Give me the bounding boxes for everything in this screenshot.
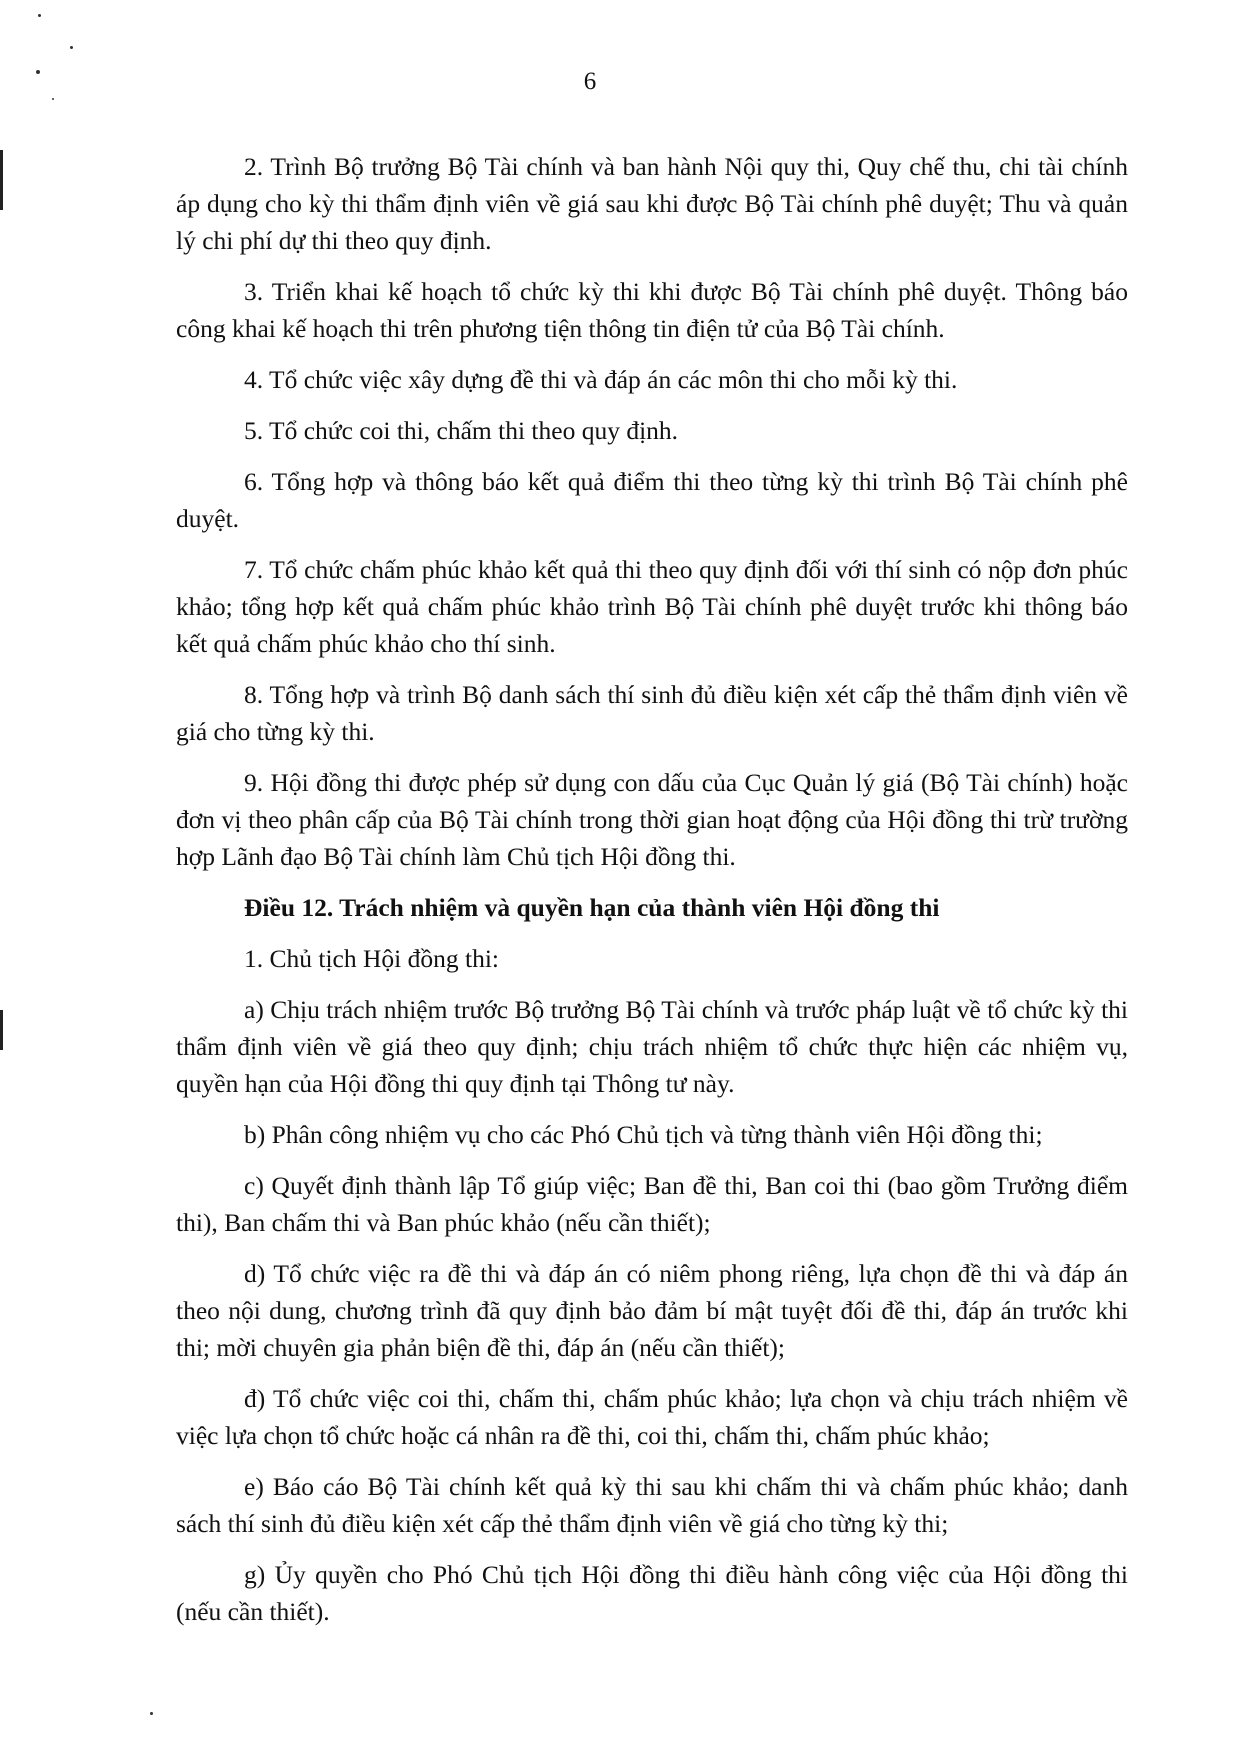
paragraph: 1. Chủ tịch Hội đồng thi:	[244, 944, 499, 973]
paragraph: g) Ủy quyền cho Phó Chủ tịch Hội đồng thi điều hành công việc của Hội đồng thi (nếu cần thiết).	[176, 1560, 1128, 1626]
paragraph: 6. Tổng hợp và thông báo kết quả điểm thi theo từng kỳ thi trình Bộ Tài chính phê duyệt.	[176, 467, 1128, 533]
scan-speck	[70, 46, 73, 49]
scan-speck	[38, 14, 41, 17]
page-number: 6	[583, 68, 597, 95]
paragraph: 2. Trình Bộ trưởng Bộ Tài chính và ban hành Nội quy thi, Quy chế thu, chi tài chính áp dụng cho kỳ thi thẩm định viên về giá sau khi được Bộ Tài chính phê duyệt; Thu và quản lý chi phí dự thi theo quy định.	[176, 152, 1128, 255]
document-body	[176, 148, 1128, 1644]
paragraph: 4. Tổ chức việc xây dựng đề thi và đáp án các môn thi cho mỗi kỳ thi.	[244, 365, 958, 394]
paragraph: đ) Tổ chức việc coi thi, chấm thi, chấm phúc khảo; lựa chọn và chịu trách nhiệm về việc lựa chọn tổ chức hoặc cá nhân ra đề thi, coi thi, chấm thi, chấm phúc khảo;	[176, 1384, 1128, 1450]
paragraph: e) Báo cáo Bộ Tài chính kết quả kỳ thi sau khi chấm thi và chấm phúc khảo; danh sách thí sinh đủ điều kiện xét cấp thẻ thẩm định viên về giá cho từng kỳ thi;	[176, 1472, 1128, 1538]
paragraph: 7. Tổ chức chấm phúc khảo kết quả thi theo quy định đối với thí sinh có nộp đơn phúc khảo; tổng hợp kết quả chấm phúc khảo trình Bộ Tài chính phê duyệt trước khi thông báo kết quả chấm phúc khảo cho thí sinh.	[176, 555, 1128, 658]
scan-speck	[150, 1712, 153, 1715]
scan-speck	[52, 98, 54, 100]
article-heading: Điều 12. Trách nhiệm và quyền hạn của thành viên Hội đồng thi	[244, 893, 940, 922]
paragraph: 9. Hội đồng thi được phép sử dụng con dấu của Cục Quản lý giá (Bộ Tài chính) hoặc đơn vị theo phân cấp của Bộ Tài chính trong thời gian hoạt động của Hội đồng thi trừ trường hợp Lãnh đạo Bộ Tài chính làm Chủ tịch Hội đồng thi.	[176, 768, 1128, 871]
paragraph: b) Phân công nhiệm vụ cho các Phó Chủ tịch và từng thành viên Hội đồng thi;	[244, 1120, 1043, 1149]
scan-edge-mark	[0, 150, 3, 210]
paragraph: 8. Tổng hợp và trình Bộ danh sách thí sinh đủ điều kiện xét cấp thẻ thẩm định viên về giá cho từng kỳ thi.	[176, 680, 1128, 746]
paragraph: a) Chịu trách nhiệm trước Bộ trưởng Bộ Tài chính và trước pháp luật về tổ chức kỳ thi thẩm định viên về giá theo quy định; chịu trách nhiệm tổ chức thực hiện các nhiệm vụ, quyền hạn của Hội đồng thi quy định tại Thông tư này.	[176, 995, 1128, 1098]
paragraph: d) Tổ chức việc ra đề thi và đáp án có niêm phong riêng, lựa chọn đề thi và đáp án theo nội dung, chương trình đã quy định bảo đảm bí mật tuyệt đối đề thi, đáp án trước khi thi; mời chuyên gia phản biện đề thi, đáp án (nếu cần thiết);	[176, 1259, 1128, 1362]
paragraph: c) Quyết định thành lập Tổ giúp việc; Ban đề thi, Ban coi thi (bao gồm Trưởng điểm thi), Ban chấm thi và Ban phúc khảo (nếu cần thiết);	[176, 1171, 1128, 1237]
paragraph: 5. Tổ chức coi thi, chấm thi theo quy định.	[244, 416, 679, 445]
paragraph: 3. Triển khai kế hoạch tổ chức kỳ thi khi được Bộ Tài chính phê duyệt. Thông báo công khai kế hoạch thi trên phương tiện thông tin điện tử của Bộ Tài chính.	[176, 277, 1128, 343]
scan-edge-mark	[0, 1010, 3, 1050]
